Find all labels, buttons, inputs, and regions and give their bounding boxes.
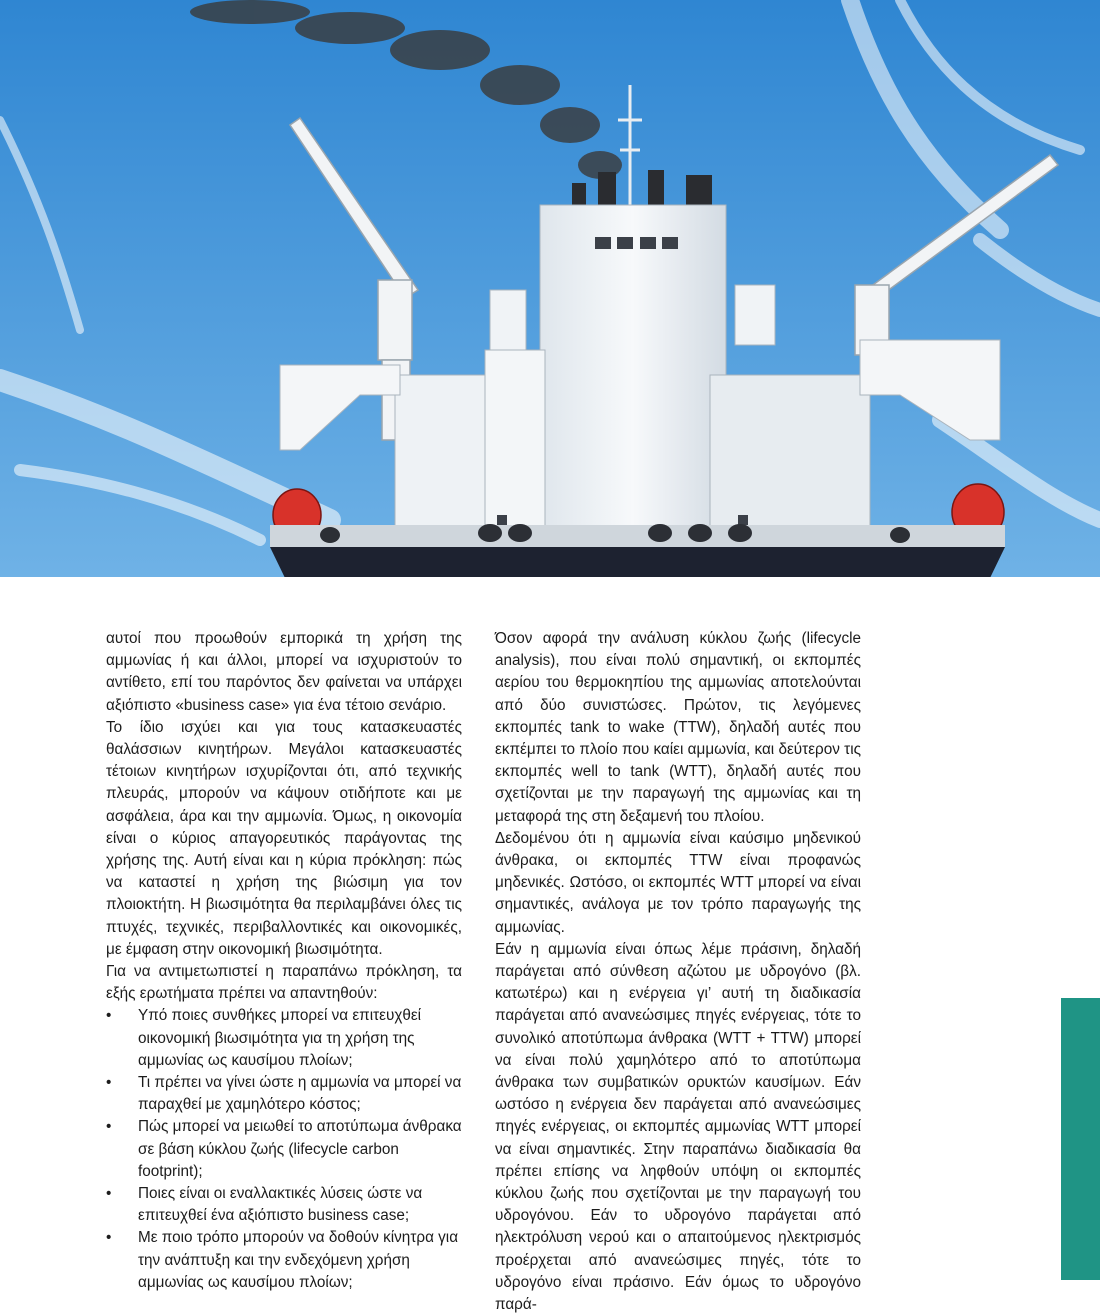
list-item: • Ποιες είναι οι εναλλακτικές λύσεις ώστε να επιτευχθεί ένα αξιόπιστο business case;: [106, 1183, 462, 1227]
list-item: • Τι πρέπει να γίνει ώστε η αμμωνία να μπορεί να παραχθεί με χαμηλότερο κόστος;: [106, 1072, 462, 1116]
question-list: [106, 1005, 462, 1294]
hero-photo: [0, 0, 1100, 578]
section-tab-marker: [1061, 998, 1100, 1280]
paragraph: Δεδομένου ότι η αμμωνία είναι καύσιμο μηδενικού άνθρακα, οι εκπομπές TTW είναι προφανώς μηδενικές. Ωστόσο, οι εκπομπές WTT μπορεί να είναι σημαντικές, ανάλογα με τον τρόπο παραγωγής της αμμωνίας.: [495, 829, 861, 936]
list-item: • Με ποιο τρόπο μπορούν να δοθούν κίνητρα για την ανάπτυξη και την ενδεχόμενη χρήση αμμωνίας ως καυσίμου πλοίων;: [106, 1227, 462, 1294]
paragraph: Εάν η αμμωνία είναι όπως λέμε πράσινη, δηλαδή παράγεται από σύνθεση αζώτου με υδρογόνο (βλ. κατωτέρω) και η ενέργεια γι’ αυτή τη διαδικασία παράγεται από ανανεώσιμες πηγές ενέργειας, τότε το συνολικό αποτύπωμα άνθρακα (WTT + TTW) μπορεί να είναι πολύ χαμηλότερο από το αποτύπωμα άνθρακα των συμβατικών ορυκτών καυσίμων. Εάν ωστόσο η ενέργεια δεν παράγεται από ανανεώσιμες πηγές ενέργειας, οι εκπομπές αμμωνίας WTT μπορεί να είναι σημαντικές. Στην παραπάνω διαδικασία θα πρέπει επίσης να ληφθούν υπόψη οι εκπομπές κύκλου ζωής που σχετίζονται με την παραγωγή του υδρογόνου. Εάν το υδρογόνο παράγεται από ηλεκτρόλυση νερού και ο απαιτούμενος ηλεκτρισμός προέρχεται από ανανεώσιμες πηγές, τότε το υδρογόνο είναι πράσινο. Εάν όμως το υδρογόνο παρά-: [495, 940, 861, 1314]
paragraph: Για να αντιμετωπιστεί η παραπάνω πρόκληση, τα εξής ερωτήματα πρέπει να απαντηθούν:: [106, 963, 462, 1003]
paragraph: αυτοί που προωθούν εμπορικά τη χρήση της αμμωνίας ή και άλλοι, μπορεί να ισχυριστούν το αντίθετο, επί του παρόντος δεν φαίνεται να υπάρχει αξιόπιστο «business case» για ένα τέτοιο σενάριο.: [106, 630, 462, 714]
left-column: [106, 628, 462, 1294]
right-column: [495, 628, 861, 1316]
list-item: • Υπό ποιες συνθήκες μπορεί να επιτευχθεί οικονομική βιωσιμότητα για τη χρήση της αμμωνίας ως καυσίμου πλοίων;: [106, 1005, 462, 1072]
hull: [270, 547, 1005, 578]
ship-illustration: [0, 0, 1100, 578]
paragraph: Όσον αφορά την ανάλυση κύκλου ζωής (lifecycle analysis), που είναι πολύ σημαντική, οι εκπομπές αερίου του θερμοκηπίου της αμμωνίας αποτελούνται από δύο συνιστώσες. Πρώτον, τις λεγόμενες εκπομπές tank to wake (TTW), δηλαδή αυτές που εκπέμπει το πλοίο που καίει αμμωνία, και δεύτερον τις εκπομπές well to tank (WTT), δηλαδή αυτές που σχετίζονται με την παραγωγή της αμμωνίας και τη μεταφορά της στη δεξαμενή του πλοίου.: [495, 630, 861, 825]
paragraph: Το ίδιο ισχύει και για τους κατασκευαστές θαλάσσιων κινητήρων. Μεγάλοι κατασκευαστές τέτοιων κινητήρων ισχυρίζονται ότι, από τεχνικής πλευράς, μπορούν να κάψουν οτιδήποτε και με ασφάλεια, άρα και την αμμωνία. Όμως, η οικονομία είναι ο κύριος απαγορευτικός παράγοντας της χρήσης της. Αυτή είναι και η κύρια πρόκληση: πώς να καταστεί η χρήση της βιώσιμη για τον πλοιοκτήτη. Η βιωσιμότητα θα περιλαμβάνει όλες τις πτυχές, τεχνικές, περιβαλλοντικές και οικονομικές, με έμφαση στην οικονομική βιωσιμότητα.: [106, 718, 462, 958]
list-item: • Πώς μπορεί να μειωθεί το αποτύπωμα άνθρακα σε βάση κύκλου ζωής (lifecycle carbon footprint);: [106, 1116, 462, 1183]
